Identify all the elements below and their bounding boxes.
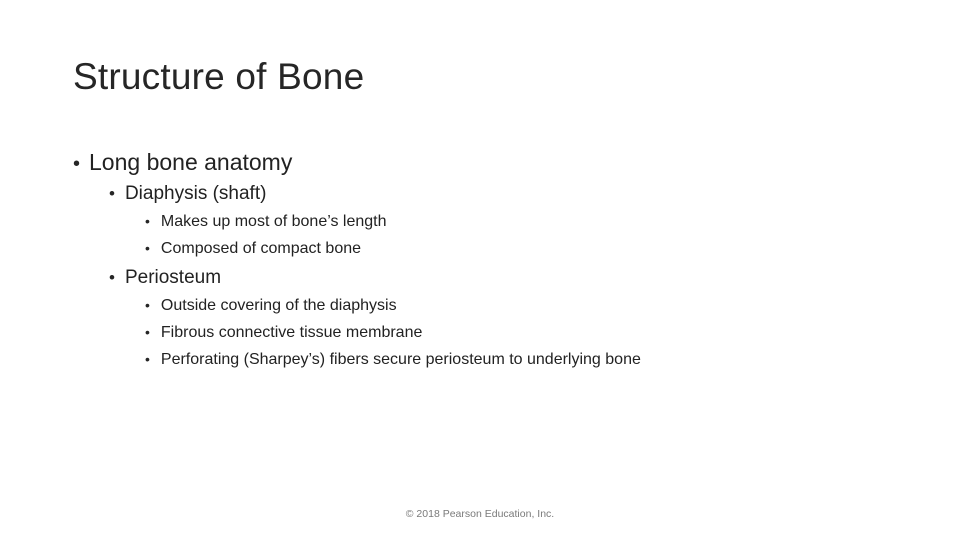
copyright-footer: © 2018 Pearson Education, Inc. bbox=[405, 508, 555, 520]
bullet-dot-icon: • bbox=[145, 213, 150, 229]
bullet-dot-icon: • bbox=[145, 324, 150, 340]
bullet-level2-diaphysis bbox=[109, 183, 266, 205]
bullet-dot-icon: • bbox=[145, 297, 150, 313]
bullet-text: Outside covering of the diaphysis bbox=[160, 297, 397, 314]
bullet-dot-icon: • bbox=[109, 184, 115, 203]
bullet-level3-compact-bone bbox=[145, 240, 361, 258]
bullet-level3-outside-covering bbox=[145, 297, 397, 315]
slide-title: Structure of Bone bbox=[73, 56, 365, 97]
bullet-dot-icon: • bbox=[109, 268, 115, 287]
bullet-dot-icon: • bbox=[145, 240, 150, 256]
bullet-level3-fibrous-membrane bbox=[145, 324, 422, 342]
bullet-level3-length bbox=[145, 213, 387, 231]
bullet-text: Periosteum bbox=[124, 267, 222, 288]
bullet-text: Makes up most of bone’s length bbox=[160, 213, 387, 230]
bullet-level3-sharpeys-fibers bbox=[145, 351, 641, 369]
bullet-text: Fibrous connective tissue membrane bbox=[160, 324, 423, 341]
bullet-level1-long-bone-anatomy bbox=[73, 149, 292, 176]
bullet-text: Perforating (Sharpey’s) fibers secure periosteum to underlying bone bbox=[160, 351, 641, 368]
bullet-text: Long bone anatomy bbox=[89, 149, 293, 175]
bullet-dot-icon: • bbox=[73, 153, 81, 175]
bullet-text: Composed of compact bone bbox=[160, 240, 362, 257]
bullet-text: Diaphysis (shaft) bbox=[124, 183, 267, 204]
bullet-level2-periosteum bbox=[109, 267, 221, 289]
bullet-dot-icon: • bbox=[145, 351, 150, 367]
